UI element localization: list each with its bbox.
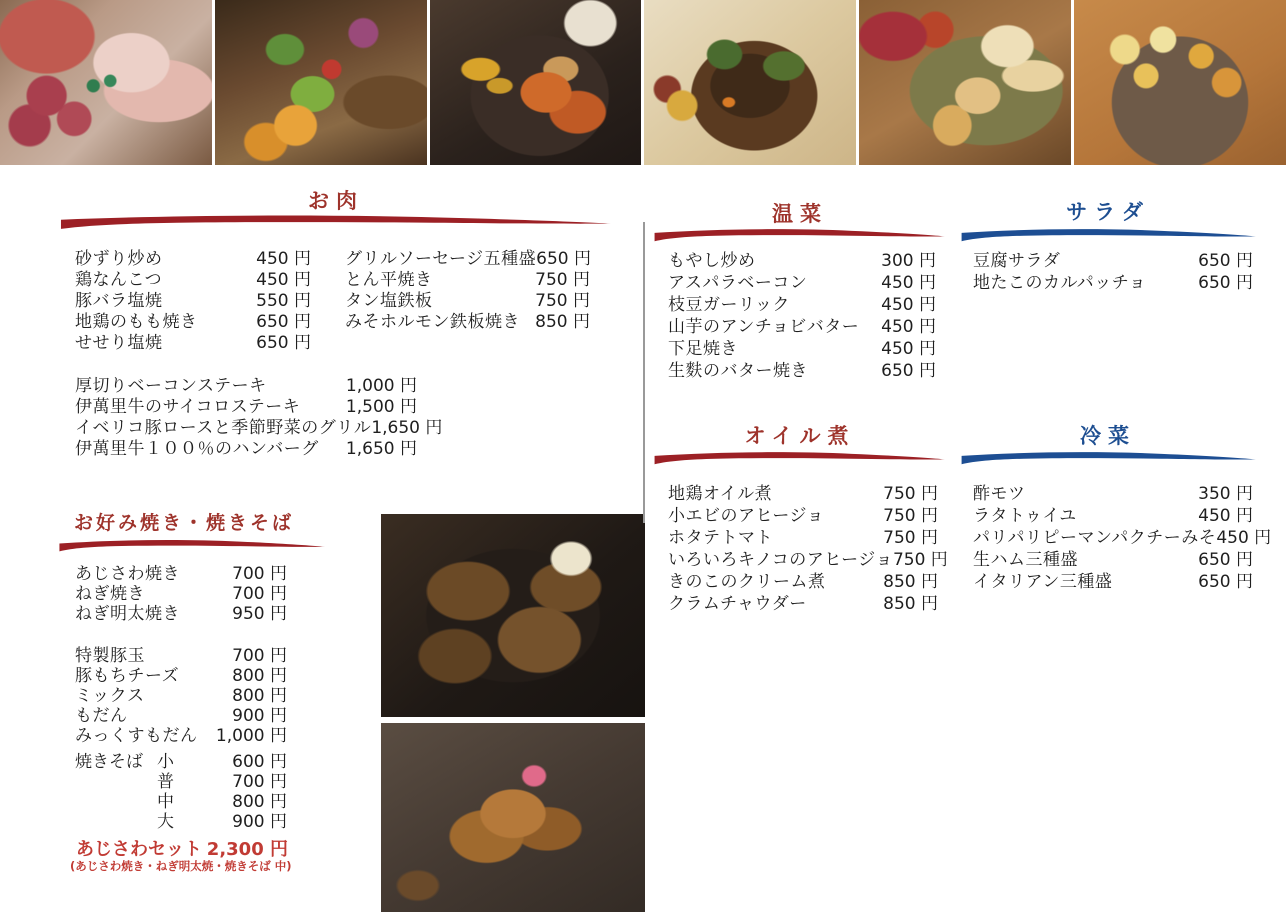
size-price: 900 円	[232, 812, 287, 832]
item-name: みそホルモン鉄板焼き	[345, 312, 520, 332]
menu-item-row	[75, 681, 287, 706]
menu-item-row	[345, 307, 590, 332]
item-name: アスパラベーコン	[668, 273, 808, 293]
item-name: 地鶏オイル煮	[668, 484, 773, 504]
item-price: 1,500 円	[345, 397, 417, 417]
size-label: 大	[157, 812, 175, 832]
set-price: 2,300 円	[206, 839, 288, 860]
yakisoba-size-row	[157, 807, 287, 832]
item-name: 生麩のバター焼き	[668, 361, 808, 381]
item-price: 350 円	[1198, 484, 1253, 504]
item-name: いろいろキノコのアヒージョ	[668, 550, 893, 570]
menu-item-row	[668, 268, 936, 293]
oil-items-list	[668, 479, 948, 614]
menu-item-row	[75, 599, 287, 624]
photo-sausage-plate	[430, 0, 642, 165]
item-price: 950 円	[232, 604, 287, 624]
item-name: 小エビのアヒージョ	[668, 506, 825, 526]
menu-item-row	[75, 721, 287, 746]
item-price: 450 円	[256, 270, 311, 290]
item-name: 特製豚玉	[75, 646, 145, 666]
item-price: 450 円	[256, 249, 311, 269]
item-price: 650 円	[256, 312, 311, 332]
item-name: イタリアン三種盛	[973, 572, 1113, 592]
item-name: ホタテトマト	[668, 528, 773, 548]
menu-item-row	[668, 334, 936, 359]
item-price: 900 円	[232, 706, 287, 726]
item-price: 450 円	[1216, 528, 1272, 548]
warm-items-list	[668, 246, 936, 381]
menu-item-row	[973, 479, 1253, 504]
item-price: 450 円	[881, 273, 936, 293]
menu-item-row	[668, 246, 936, 271]
set-name: あじさわセット	[76, 839, 202, 860]
menu-item-row	[75, 286, 311, 311]
photo-cheese-cubes	[1074, 0, 1286, 165]
size-label: 中	[157, 792, 175, 812]
item-price: 700 円	[232, 646, 287, 666]
menu-item-row	[668, 356, 936, 381]
item-price: 300 円	[881, 251, 936, 271]
okonomiyaki-items-1	[75, 559, 287, 624]
brush-underline-meat	[58, 212, 613, 232]
item-name: 豆腐サラダ	[973, 251, 1061, 271]
item-name: ラタトゥイユ	[973, 506, 1077, 526]
item-name: 酢モツ	[973, 484, 1026, 504]
menu-item-row	[668, 545, 948, 570]
item-price: 650 円	[1198, 273, 1253, 293]
yakisoba-size-row	[157, 747, 287, 772]
menu-item-row	[75, 413, 443, 438]
yakisoba-block	[75, 747, 287, 832]
item-name: 下足焼き	[668, 339, 738, 359]
item-price: 1,650 円	[371, 418, 443, 438]
item-name: 地たこのカルパッチョ	[973, 273, 1147, 293]
item-name: 伊萬里牛１００％のハンバーグ	[75, 439, 319, 459]
item-name: 豚もちチーズ	[75, 666, 180, 686]
menu-item-row	[75, 434, 417, 459]
section-title-cold: 冷菜	[1080, 424, 1136, 448]
item-name: ねぎ明太焼き	[75, 604, 180, 624]
menu-item-row	[668, 290, 936, 315]
photo-yakisoba	[381, 723, 645, 912]
brush-underline-warm	[653, 226, 946, 244]
menu-item-row	[75, 579, 287, 604]
menu-item-row	[668, 589, 938, 614]
item-price: 750 円	[892, 550, 948, 570]
item-name: クラムチャウダー	[668, 594, 807, 614]
item-price: 750 円	[883, 506, 938, 526]
menu-item-row	[75, 392, 417, 417]
section-title-salad: サラダ	[1066, 200, 1150, 224]
item-name: せせり塩焼	[75, 333, 163, 353]
item-price: 450 円	[1198, 506, 1253, 526]
menu-item-row	[973, 567, 1253, 592]
meat-specials-list	[75, 371, 443, 459]
photo-baguette-dip	[859, 0, 1071, 165]
photo-salami-ham-platter	[0, 0, 212, 165]
item-price: 750 円	[883, 528, 938, 548]
menu-item-row	[75, 244, 311, 269]
section-title-meat: お肉	[308, 189, 364, 213]
item-price: 650 円	[881, 361, 936, 381]
item-price: 1,650 円	[345, 439, 417, 459]
item-name: あじさわ焼き	[75, 564, 180, 584]
menu-item-row	[75, 559, 287, 584]
size-label: 小	[157, 752, 175, 772]
item-price: 1,000 円	[215, 726, 287, 746]
column-divider	[643, 222, 645, 523]
ajisawa-set-note: (あじさわ焼き・ねぎ明太焼・焼きそば 中)	[70, 859, 292, 873]
menu-item-row	[75, 265, 311, 290]
meat-items-col2	[345, 244, 591, 332]
item-price: 800 円	[232, 666, 287, 686]
item-name: 鶏なんこつ	[75, 270, 163, 290]
item-price: 650 円	[1198, 550, 1253, 570]
item-name: みっくすもだん	[75, 726, 198, 746]
okonomiyaki-items-2	[75, 641, 287, 746]
item-name: 山芋のアンチョビバター	[668, 317, 860, 337]
menu-item-row	[668, 523, 938, 548]
yakisoba-sizes-list	[157, 747, 287, 832]
item-price: 750 円	[535, 291, 590, 311]
item-name: ねぎ焼き	[75, 584, 145, 604]
yakisoba-label: 焼きそば	[75, 752, 143, 772]
menu-item-row	[345, 286, 590, 311]
menu-item-row	[668, 479, 938, 504]
item-name: 豚バラ塩焼	[75, 291, 163, 311]
item-price: 550 円	[256, 291, 311, 311]
menu-item-row	[75, 641, 287, 666]
menu-item-row	[973, 501, 1253, 526]
item-price: 450 円	[881, 317, 936, 337]
item-name: 伊萬里牛のサイコロステーキ	[75, 397, 301, 417]
cold-items-list	[973, 479, 1272, 592]
menu-item-row	[668, 501, 938, 526]
yakisoba-size-row	[157, 787, 287, 812]
yakisoba-size-row	[157, 767, 287, 792]
item-name: イベリコ豚ロースと季節野菜のグリル	[75, 418, 372, 438]
section-title-okonomiyaki: お好み焼き・焼きそば	[74, 512, 295, 534]
item-price: 700 円	[232, 584, 287, 604]
item-price: 850 円	[535, 312, 590, 332]
item-price: 750 円	[535, 270, 590, 290]
menu-item-row	[75, 371, 417, 396]
item-price: 650 円	[1198, 251, 1253, 271]
meat-items-col1	[75, 244, 311, 353]
top-photo-strip	[0, 0, 1286, 165]
menu-item-row	[345, 244, 591, 269]
brush-underline-salad	[960, 226, 1257, 244]
item-price: 800 円	[232, 686, 287, 706]
item-price: 1,000 円	[345, 376, 417, 396]
item-price: 850 円	[883, 572, 938, 592]
brush-underline-cold	[960, 449, 1257, 467]
item-name: きのこのクリーム煮	[668, 572, 826, 592]
menu-item-row	[75, 661, 287, 686]
menu-item-row	[75, 307, 311, 332]
size-price: 800 円	[232, 792, 287, 812]
menu-item-row	[973, 246, 1253, 271]
item-name: グリルソーセージ五種盛	[345, 249, 537, 269]
item-name: もやし炒め	[668, 251, 756, 271]
menu-item-row	[973, 268, 1253, 293]
salad-items-list	[973, 246, 1253, 293]
item-price: 650 円	[256, 333, 311, 353]
item-price: 450 円	[881, 339, 936, 359]
item-price: 700 円	[232, 564, 287, 584]
photo-grilled-vegetables	[215, 0, 427, 165]
menu-item-row	[668, 312, 936, 337]
item-name: タン塩鉄板	[345, 291, 433, 311]
brush-underline-oil	[653, 449, 946, 467]
menu-item-row	[668, 567, 938, 592]
size-price: 700 円	[232, 772, 287, 792]
photo-okonomiyaki	[381, 514, 645, 717]
item-name: 厚切りベーコンステーキ	[75, 376, 267, 396]
item-price: 650 円	[536, 249, 591, 269]
item-name: 生ハム三種盛	[973, 550, 1078, 570]
brush-underline-okonomiyaki	[58, 537, 326, 554]
item-name: 砂ずり炒め	[75, 249, 163, 269]
menu-item-row	[75, 701, 287, 726]
item-name: もだん	[75, 706, 128, 726]
item-name: 枝豆ガーリック	[668, 295, 790, 315]
item-price: 750 円	[883, 484, 938, 504]
menu-item-row	[973, 545, 1253, 570]
item-price: 850 円	[883, 594, 938, 614]
menu-item-row	[973, 523, 1272, 548]
section-title-warm: 温菜	[772, 202, 828, 226]
item-name: パリパリピーマンパクチーみそ	[973, 528, 1217, 548]
photo-braised-beef	[644, 0, 856, 165]
size-label: 普	[157, 772, 175, 792]
item-price: 450 円	[881, 295, 936, 315]
size-price: 600 円	[232, 752, 287, 772]
section-title-oil: オイル煮	[744, 424, 856, 448]
item-price: 650 円	[1198, 572, 1253, 592]
item-name: ミックス	[75, 686, 145, 706]
item-name: とん平焼き	[345, 270, 433, 290]
item-name: 地鶏のもも焼き	[75, 312, 198, 332]
